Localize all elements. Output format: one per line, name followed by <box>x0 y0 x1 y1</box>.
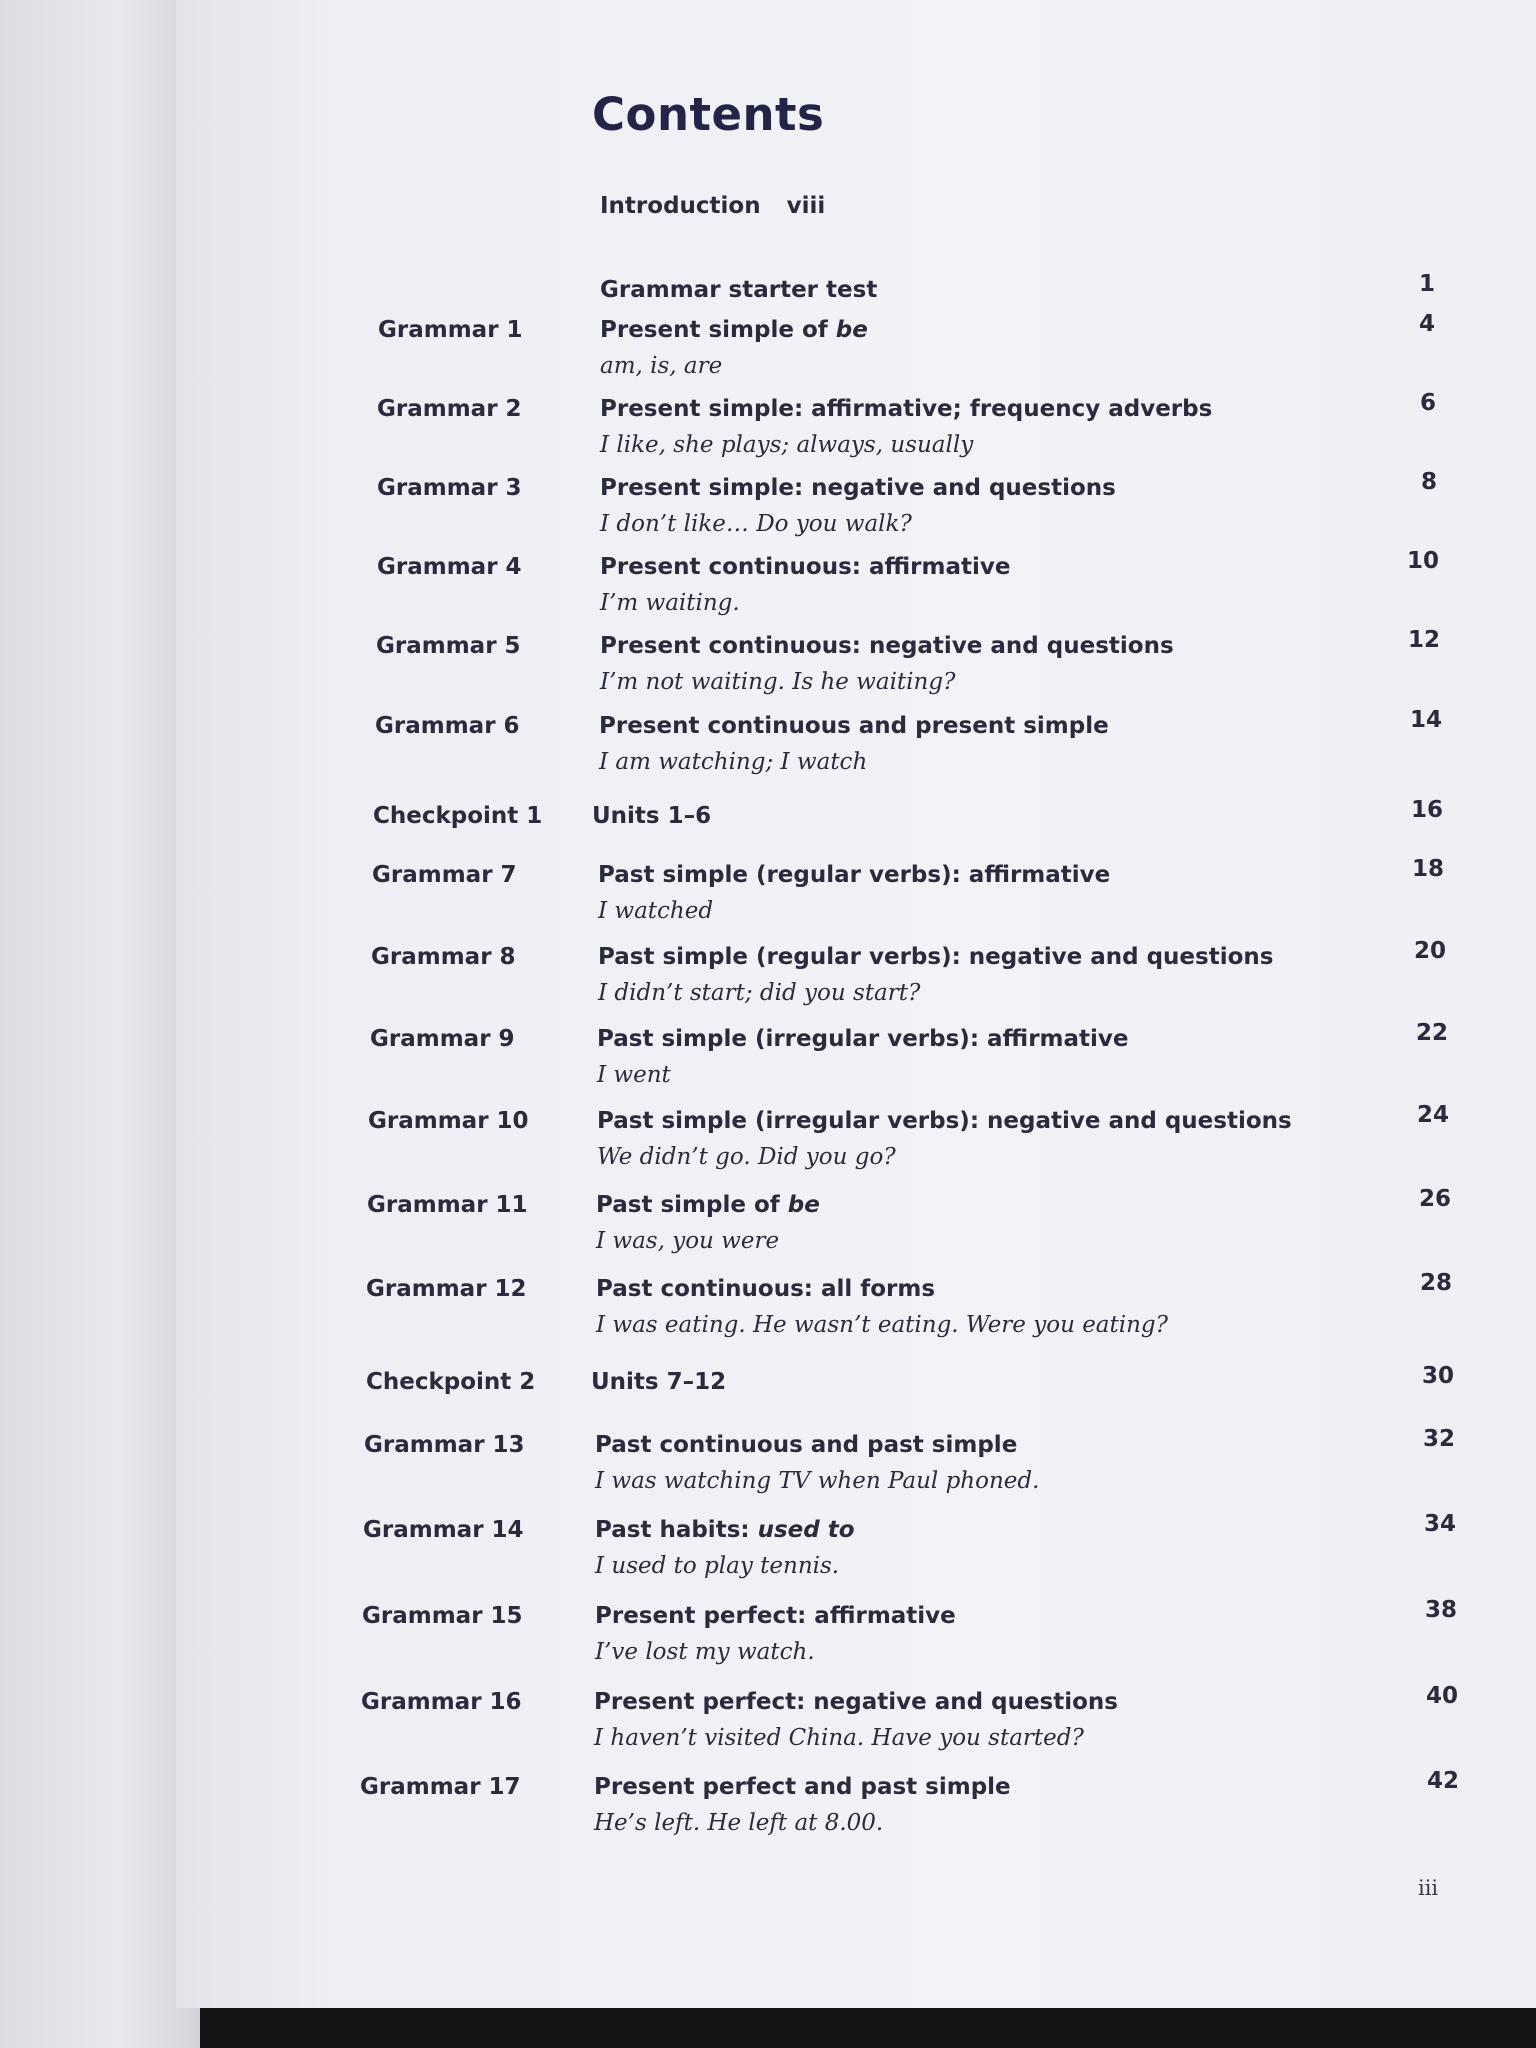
entry-heading <box>592 803 711 829</box>
entry-page-number: 22 <box>1415 1020 1448 1046</box>
entry-example: I’m not waiting. Is he waiting? <box>600 669 956 695</box>
entry-heading-text: Present continuous: negative and questions <box>600 633 1174 659</box>
entry-heading-text: Present continuous and present simple <box>599 713 1109 739</box>
entry-heading-text: Past simple of <box>596 1192 788 1218</box>
entry-example: I haven’t visited China. Have you started? <box>594 1725 1084 1751</box>
entry-page-number: 14 <box>1409 707 1442 733</box>
entry-example: I’ve lost my watch. <box>595 1639 815 1665</box>
entry-page-number: 28 <box>1419 1270 1452 1296</box>
entry-page-number: 42 <box>1426 1768 1459 1794</box>
entry-heading-text: Present perfect and past simple <box>594 1774 1011 1800</box>
entry-example: am, is, are <box>600 353 723 379</box>
entry-label: Grammar 11 <box>367 1192 528 1218</box>
entry-page-number: 4 <box>1418 311 1435 337</box>
entry-heading-text: Present perfect: negative and questions <box>594 1689 1118 1715</box>
facing-page-edge <box>0 0 200 2048</box>
entry-label: Checkpoint 2 <box>366 1369 536 1395</box>
entry-label: Grammar 9 <box>370 1026 515 1052</box>
entry-page-number: 18 <box>1411 856 1444 882</box>
entry-heading <box>600 475 1116 501</box>
entry-heading-text: Past simple (irregular verbs): affirmative <box>597 1026 1129 1052</box>
entry-heading-text: Past habits: <box>595 1517 758 1543</box>
introduction-line <box>600 193 825 219</box>
entry-heading <box>596 1276 935 1302</box>
entry-heading <box>596 1192 820 1218</box>
entry-heading <box>600 277 877 303</box>
contents-page <box>176 0 1536 2008</box>
entry-label: Grammar 8 <box>371 944 516 970</box>
entry-example: I was, you were <box>596 1228 780 1254</box>
entry-heading-text: Past simple (regular verbs): negative and questions <box>598 944 1274 970</box>
entry-example: I used to play tennis. <box>595 1553 840 1579</box>
entry-page-number: 32 <box>1422 1426 1455 1452</box>
entry-heading-text: Past simple (regular verbs): affirmative <box>598 862 1111 888</box>
entry-label: Grammar 7 <box>372 862 517 888</box>
entry-example: I like, she plays; always, usually <box>600 432 974 458</box>
entry-example: I went <box>597 1062 671 1088</box>
entry-example: I don’t like… Do you walk? <box>600 511 912 537</box>
entry-heading-text: Past continuous and past simple <box>595 1432 1018 1458</box>
entry-heading <box>595 1603 956 1629</box>
entry-page-number: 6 <box>1419 390 1436 416</box>
page-title: Contents <box>592 88 825 141</box>
entry-page-number: 30 <box>1421 1363 1454 1389</box>
entry-label: Grammar 5 <box>376 633 521 659</box>
entry-heading-text: Units 7–12 <box>591 1369 727 1395</box>
entry-heading <box>600 633 1174 659</box>
entry-label: Grammar 14 <box>363 1517 524 1543</box>
entry-page-number: 40 <box>1425 1683 1458 1709</box>
entry-page-number: 20 <box>1413 938 1446 964</box>
entry-heading-italic: be <box>787 1192 820 1218</box>
entry-example: I watched <box>598 898 714 924</box>
entry-example: I am watching; I watch <box>599 749 868 775</box>
entry-heading <box>594 1689 1118 1715</box>
entry-label: Grammar 16 <box>361 1689 522 1715</box>
entry-heading <box>595 1517 855 1543</box>
entry-heading <box>598 944 1273 970</box>
entry-page-number: 16 <box>1410 797 1443 823</box>
entry-label: Grammar 15 <box>362 1603 523 1629</box>
entry-heading <box>595 1432 1017 1458</box>
entry-example: I was eating. He wasn’t eating. Were you eating? <box>596 1312 1168 1338</box>
entry-heading <box>600 396 1212 422</box>
page-folio: iii <box>1418 1876 1439 1900</box>
entry-heading <box>597 1108 1292 1134</box>
entry-label: Checkpoint 1 <box>373 803 543 829</box>
entry-heading-text: Present simple: negative and questions <box>600 475 1116 501</box>
entry-heading-text: Present simple: affirmative; frequency adverbs <box>600 396 1213 422</box>
entry-heading-text: Present simple of <box>600 317 836 343</box>
entry-heading-text: Present continuous: affirmative <box>600 554 1011 580</box>
entry-heading-text: Past simple (irregular verbs): negative and questions <box>597 1108 1292 1134</box>
entry-label: Grammar 4 <box>377 554 522 580</box>
entry-page-number: 1 <box>1418 271 1435 297</box>
entry-page-number: 34 <box>1423 1511 1456 1537</box>
entry-heading-text: Present perfect: affirmative <box>595 1603 956 1629</box>
entry-page-number: 38 <box>1424 1597 1457 1623</box>
introduction-page: viii <box>786 193 826 219</box>
entry-page-number: 26 <box>1418 1186 1451 1212</box>
entry-heading <box>599 713 1109 739</box>
introduction-label: Introduction <box>600 193 761 219</box>
entry-page-number: 24 <box>1416 1102 1449 1128</box>
entry-label: Grammar 2 <box>377 396 522 422</box>
entry-label: Grammar 17 <box>360 1774 521 1800</box>
entry-page-number: 10 <box>1406 548 1439 574</box>
entry-label: Grammar 1 <box>378 317 523 343</box>
entry-label: Grammar 13 <box>364 1432 525 1458</box>
entry-example: I was watching TV when Paul phoned. <box>595 1468 1040 1494</box>
entry-heading-text: Units 1–6 <box>592 803 712 829</box>
entry-label: Grammar 6 <box>375 713 520 739</box>
entry-heading <box>600 317 868 343</box>
entry-label: Grammar 3 <box>377 475 522 501</box>
entry-label: Grammar 12 <box>366 1276 527 1302</box>
entry-heading-text: Past continuous: all forms <box>596 1276 936 1302</box>
entry-heading <box>591 1369 726 1395</box>
entry-heading-italic: be <box>835 317 868 343</box>
entry-heading <box>597 1026 1129 1052</box>
entry-example: I didn’t start; did you start? <box>598 980 921 1006</box>
entry-heading-text: Grammar starter test <box>600 277 878 303</box>
entry-heading-italic: used to <box>757 1517 855 1543</box>
entry-example: We didn’t go. Did you go? <box>597 1144 896 1170</box>
entry-page-number: 8 <box>1420 469 1437 495</box>
entry-label: Grammar 10 <box>368 1108 529 1134</box>
entry-heading <box>594 1774 1011 1800</box>
entry-example: He’s left. He left at 8.00. <box>594 1810 884 1836</box>
entry-heading <box>598 862 1110 888</box>
entry-page-number: 12 <box>1407 627 1440 653</box>
entry-example: I’m waiting. <box>600 590 740 616</box>
entry-heading <box>600 554 1010 580</box>
